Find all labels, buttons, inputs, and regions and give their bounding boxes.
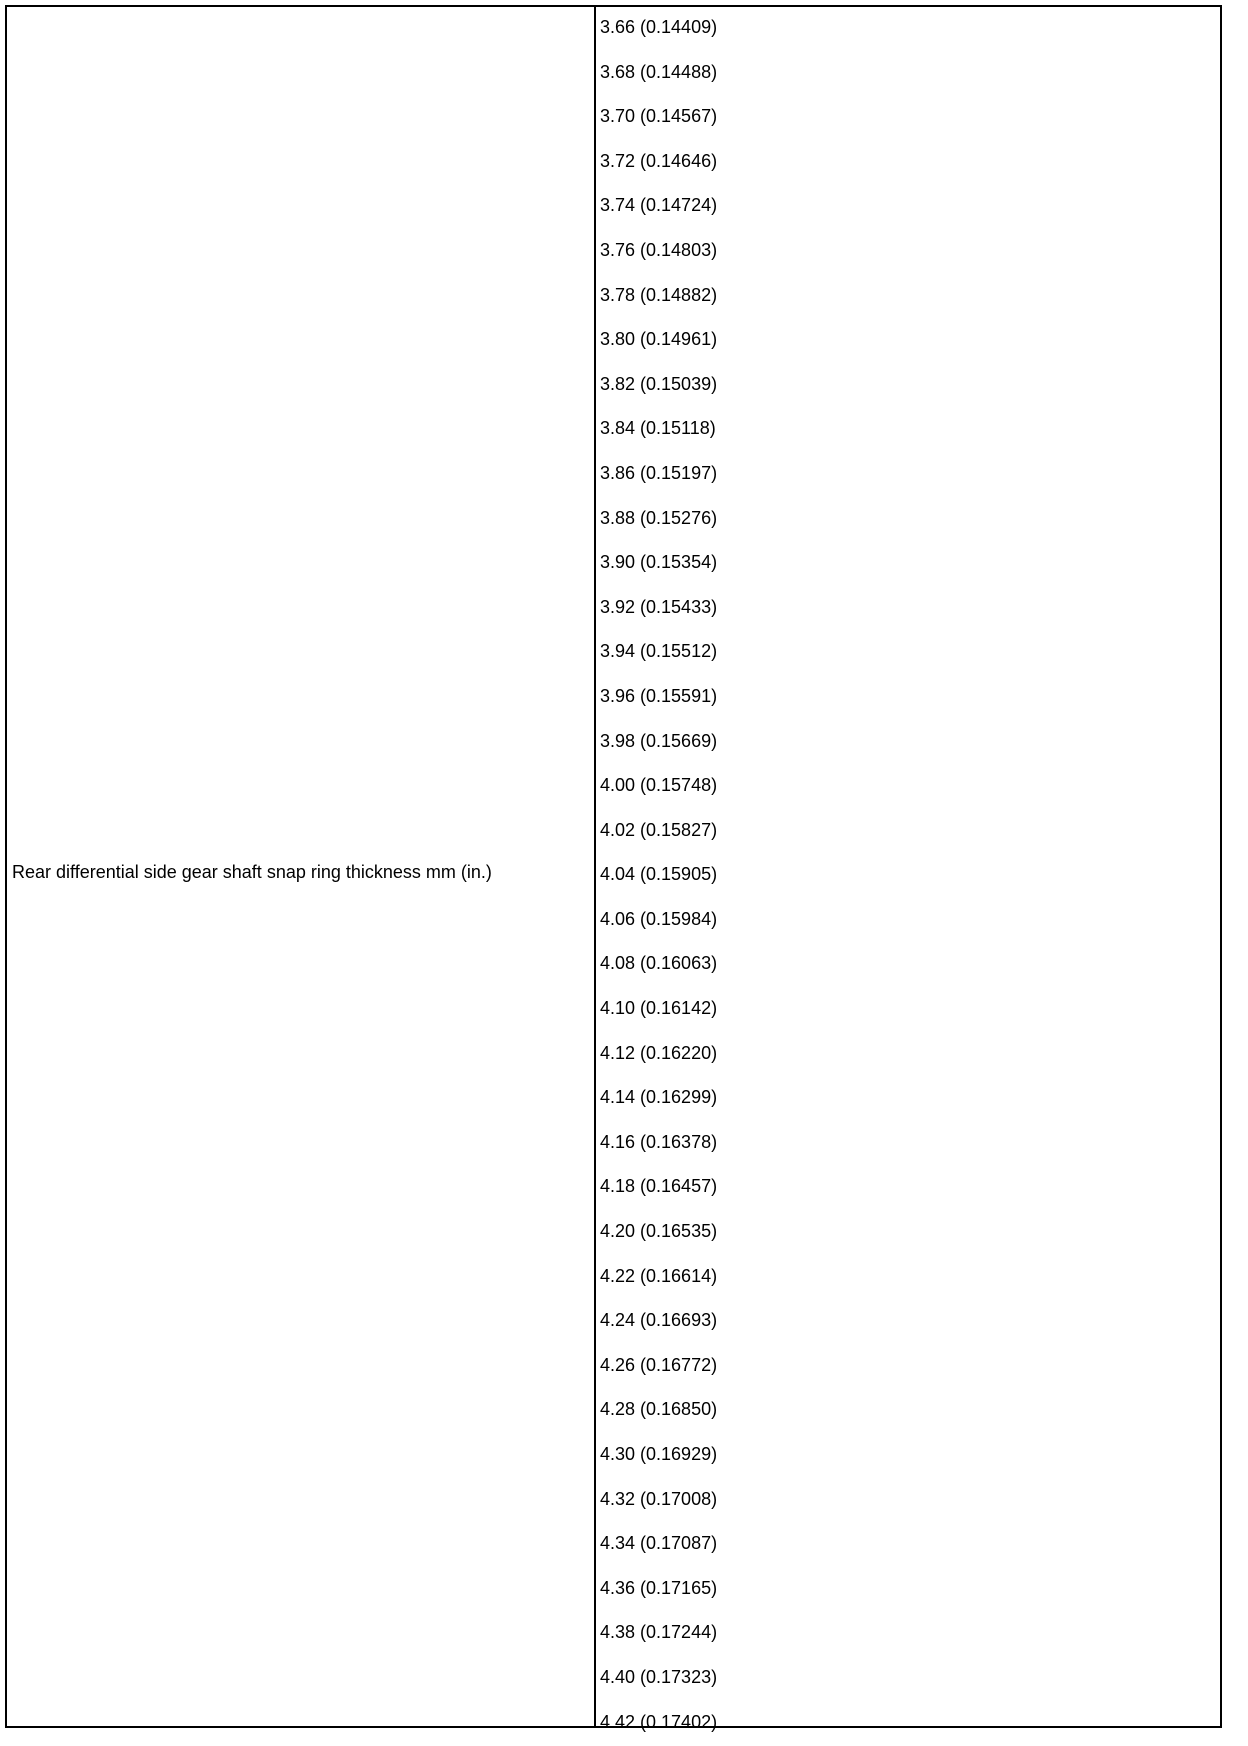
thickness-value: 4.34 (0.17087) — [600, 1533, 718, 1554]
thickness-value: 4.40 (0.17323) — [600, 1666, 718, 1687]
thickness-value: 3.66 (0.14409) — [600, 17, 718, 37]
thickness-value: 3.96 (0.15591) — [600, 685, 718, 706]
thickness-value: 3.76 (0.14803) — [600, 239, 718, 260]
thickness-value: 4.20 (0.16535) — [600, 1221, 718, 1242]
thickness-value: 4.36 (0.17165) — [600, 1577, 718, 1598]
thickness-value: 3.88 (0.15276) — [600, 507, 718, 528]
thickness-value: 4.30 (0.16929) — [600, 1444, 718, 1464]
thickness-value: 4.06 (0.15984) — [600, 908, 718, 929]
thickness-values-list — [595, 7, 1220, 1746]
thickness-value: 4.28 (0.16850) — [600, 1399, 718, 1420]
thickness-value: 4.14 (0.16299) — [600, 1087, 718, 1108]
thickness-value: 3.80 (0.14961) — [600, 329, 718, 350]
thickness-value: 3.72 (0.14646) — [600, 150, 718, 171]
thickness-value: 4.04 (0.15905) — [600, 864, 718, 885]
thickness-value: 4.24 (0.16693) — [600, 1310, 718, 1331]
spec-table — [5, 5, 1222, 1732]
spec-label: Rear differential side gear shaft snap ring thickness mm (in.) — [12, 862, 492, 882]
thickness-value: 3.68 (0.14488) — [600, 61, 718, 82]
thickness-value: 3.92 (0.15433) — [600, 596, 718, 617]
thickness-value: 4.42 (0.17402) — [600, 1711, 718, 1732]
thickness-value: 3.74 (0.14724) — [600, 195, 718, 216]
thickness-value: 3.94 (0.15512) — [600, 641, 718, 662]
thickness-value: 3.98 (0.15669) — [600, 730, 718, 751]
thickness-value: 4.00 (0.15748) — [600, 775, 718, 796]
thickness-value: 4.10 (0.16142) — [600, 998, 718, 1019]
thickness-value: 4.26 (0.16772) — [600, 1354, 718, 1375]
thickness-value: 3.86 (0.15197) — [600, 462, 718, 483]
thickness-value: 4.32 (0.17008) — [600, 1488, 718, 1509]
thickness-value: 4.16 (0.16378) — [600, 1131, 718, 1152]
thickness-value: 4.38 (0.17244) — [600, 1622, 718, 1643]
thickness-value: 3.82 (0.15039) — [600, 373, 718, 394]
thickness-value: 4.02 (0.15827) — [600, 819, 718, 840]
thickness-value: 4.12 (0.16220) — [600, 1042, 718, 1063]
thickness-value: 4.08 (0.16063) — [600, 953, 718, 974]
thickness-value: 3.84 (0.15118) — [600, 418, 716, 439]
thickness-value: 3.70 (0.14567) — [600, 106, 718, 127]
thickness-value: 4.22 (0.16614) — [600, 1265, 718, 1286]
thickness-value: 3.90 (0.15354) — [600, 552, 718, 573]
thickness-value: 3.78 (0.14882) — [600, 284, 718, 305]
thickness-value: 4.18 (0.16457) — [600, 1176, 718, 1197]
